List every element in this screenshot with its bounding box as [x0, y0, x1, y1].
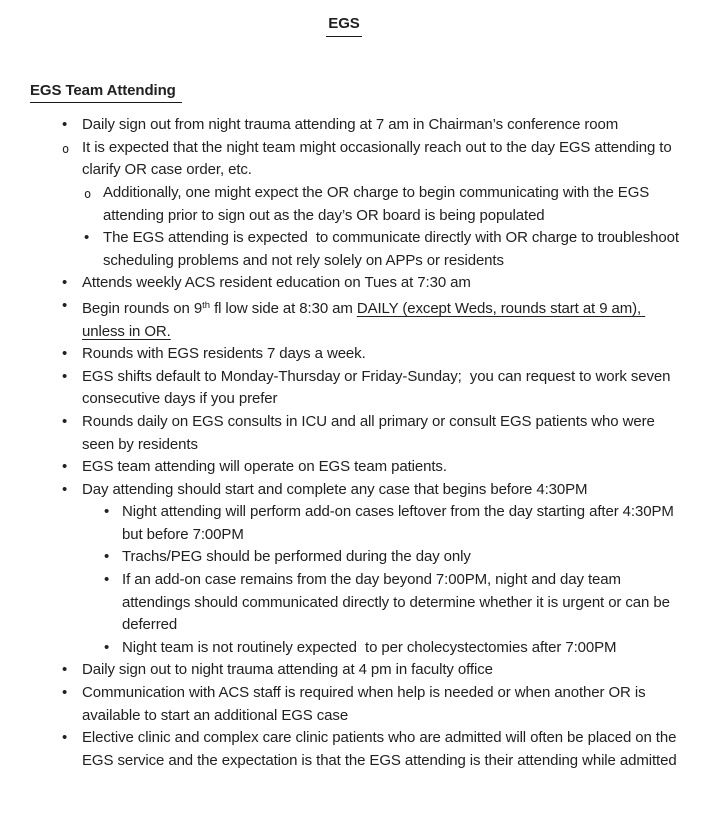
underlined-text: DAILY (except Weds, rounds start at 9 am), unless in OR.	[82, 299, 646, 340]
text-segment: If an add-on case remains from the day beyond 7:00PM, night and day team attendings should communicated directly to determine whether it is urgent or can be deferred	[122, 571, 674, 634]
list-item-text	[82, 413, 659, 453]
list-item-text	[122, 639, 616, 656]
list-item	[0, 456, 707, 479]
list-item-text	[82, 274, 471, 291]
text-segment: Begin rounds on 9	[82, 299, 203, 317]
text-segment: The EGS attending is expected to communicate directly with OR charge to troubleshoot scheduling problems and not rely solely on APPs or residents	[103, 229, 684, 269]
text-segment: Night team is not routinely expected to per cholecystectomies after 7:00PM	[122, 638, 617, 656]
disc-bullet-icon: •	[62, 458, 68, 476]
list-item	[0, 727, 707, 772]
list-item-text	[82, 368, 674, 408]
text-segment: EGS team attending will operate on EGS team patients.	[82, 458, 447, 476]
text-segment: Night attending will perform add-on cases leftover from the day starting after 4:30PM but before 7:00PM	[122, 503, 678, 543]
text-segment: Elective clinic and complex care clinic patients who are admitted will often be placed on the EGS service and the expectation is that the EGS attending is their attending while admitted	[82, 729, 681, 769]
text-segment: Day attending should start and complete any case that begins before 4:30PM	[82, 480, 588, 498]
disc-bullet-icon: •	[62, 116, 68, 134]
circle-bullet-icon: o	[62, 141, 70, 156]
list-item-text	[122, 548, 471, 565]
list-item-text	[82, 139, 676, 179]
list-item	[0, 546, 707, 569]
text-segment: Communication with ACS staff is required when help is needed or when another OR is available to start an additional EGS case	[82, 684, 650, 724]
list-item	[0, 479, 707, 502]
list-item-text	[82, 729, 680, 769]
disc-bullet-icon: •	[62, 412, 68, 430]
list-item-text	[82, 661, 493, 678]
text-segment: It is expected that the night team might occasionally reach out to the day EGS attending to clarify OR case order, etc.	[82, 138, 676, 179]
text-segment: Attends weekly ACS resident education on Tues at 7:30 am	[82, 274, 471, 292]
text-segment: Daily sign out to night trauma attending at 4 pm in faculty office	[82, 661, 493, 679]
list-item	[0, 501, 707, 546]
circle-bullet-icon: o	[84, 186, 92, 201]
section-heading-row	[30, 80, 707, 104]
list-item	[0, 295, 707, 343]
disc-bullet-icon: •	[104, 638, 110, 656]
superscript-text: th	[202, 299, 210, 311]
document-title-row	[0, 13, 688, 37]
list-item	[0, 343, 707, 366]
list-item-text	[103, 184, 653, 224]
list-item-text	[103, 229, 683, 269]
bullet-list	[0, 114, 707, 772]
disc-bullet-icon: •	[104, 503, 110, 521]
list-item	[0, 272, 707, 295]
text-segment: Trachs/PEG should be performed during the day only	[122, 548, 471, 566]
disc-bullet-icon: •	[62, 661, 68, 679]
text-segment: Rounds with EGS residents 7 days a week.	[82, 345, 366, 363]
disc-bullet-icon: •	[104, 571, 110, 589]
section-heading: EGS Team Attending	[30, 80, 182, 104]
list-item-text	[122, 571, 674, 633]
list-item	[0, 682, 707, 727]
list-item	[0, 569, 707, 637]
disc-bullet-icon: •	[62, 345, 68, 363]
list-item	[0, 137, 707, 182]
list-item	[0, 637, 707, 660]
list-item	[0, 114, 707, 137]
list-item-text	[82, 300, 645, 340]
list-item-text	[82, 684, 650, 724]
disc-bullet-icon: •	[62, 274, 68, 292]
list-item-text	[82, 458, 447, 475]
disc-bullet-icon: •	[84, 229, 90, 247]
text-segment: fl low side at 8:30 am	[210, 299, 357, 317]
list-item-text	[82, 481, 587, 498]
document-title: EGS	[326, 13, 361, 37]
list-item-text	[82, 345, 366, 362]
text-segment: EGS shifts default to Monday-Thursday or Friday-Sunday; you can request to work seven consecutive days if you prefer	[82, 367, 675, 408]
disc-bullet-icon: •	[62, 684, 68, 702]
disc-bullet-icon: •	[62, 480, 68, 498]
text-segment: Additionally, one might expect the OR charge to begin communicating with the EGS attending prior to sign out as the day’s OR board is being populated	[103, 183, 654, 224]
list-item-text	[122, 503, 678, 543]
list-item-text	[82, 116, 618, 133]
list-item	[0, 659, 707, 682]
disc-bullet-icon: •	[104, 548, 110, 566]
list-item	[0, 182, 707, 227]
list-item	[0, 366, 707, 411]
text-segment: Rounds daily on EGS consults in ICU and all primary or consult EGS patients who were seen by residents	[82, 412, 659, 453]
list-item	[0, 227, 707, 272]
disc-bullet-icon: •	[62, 367, 68, 385]
list-item	[0, 411, 707, 456]
text-segment: Daily sign out from night trauma attending at 7 am in Chairman’s conference room	[82, 116, 619, 134]
disc-bullet-icon: •	[62, 729, 68, 747]
disc-bullet-icon: •	[62, 296, 68, 314]
